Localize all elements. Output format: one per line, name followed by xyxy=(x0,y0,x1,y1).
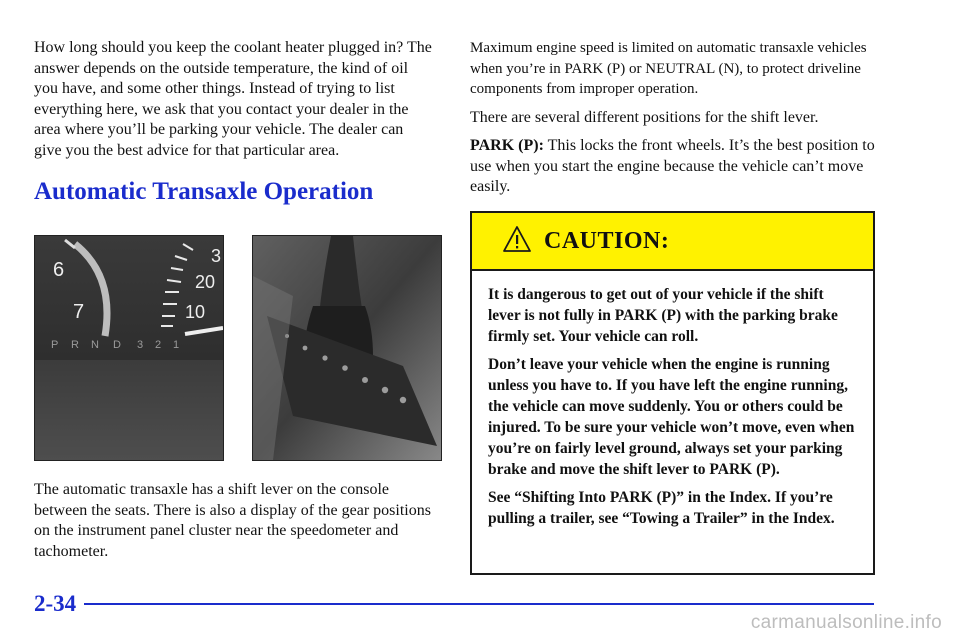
speedo-label-3: 3 xyxy=(211,246,222,266)
page-number: 2-34 xyxy=(34,591,77,616)
right-column xyxy=(470,38,880,198)
caution-paragraph-3: See “Shifting Into PARK (P)” in the Index. If you’re pulling a trailer, see “Towing a Trailer” in the Index. xyxy=(488,489,835,527)
site-watermark: carmanualsonline.info xyxy=(750,612,942,633)
coolant-heater-paragraph: How long should you keep the coolant heater plugged in? The answer depends on the outside temperature, the kind of oil you have, and some other things. Instead of trying to list everything here, we ask that you contact your dealer in the area where you’ll be parking your vehicle. The dealer can give you the best advice for that particular area. xyxy=(34,39,432,159)
gear-letter-2: 2 xyxy=(155,339,162,351)
section-heading: Automatic Transaxle Operation xyxy=(34,178,374,205)
gear-letter-d: D xyxy=(113,339,121,351)
left-bottom-column xyxy=(34,480,434,562)
footer-divider xyxy=(84,603,874,605)
shift-lever-photo xyxy=(252,235,442,461)
gear-letter-3: 3 xyxy=(137,339,144,351)
caution-header xyxy=(472,213,873,271)
caution-box xyxy=(470,211,875,575)
gear-letter-p: P xyxy=(51,339,59,351)
caution-title: CAUTION: xyxy=(544,227,670,254)
instrument-cluster-photo xyxy=(34,235,224,461)
gear-letter-r: R xyxy=(71,339,79,351)
warning-triangle-icon xyxy=(502,225,532,258)
speedo-label-20: 20 xyxy=(195,272,216,292)
gear-letter-1: 1 xyxy=(173,339,180,351)
speedo-label-10: 10 xyxy=(185,302,206,322)
caution-paragraph-1: It is dangerous to get out of your vehicle if the shift lever is not fully in PARK (P) with the parking brake firmly set. Your vehicle can roll. xyxy=(488,286,838,345)
caution-paragraph-2: Don’t leave your vehicle when the engine is running unless you have to. If you have left the engine running, the vehicle can move suddenly. You or others could be injured. To be sure your vehicle won’t move, even when you’re on fairly level ground, always set your parking brake and move the shift lever to PARK (P). xyxy=(488,356,855,478)
shift-positions-paragraph: There are several different positions for the shift lever. xyxy=(470,108,819,126)
photo-row xyxy=(34,235,442,459)
park-description: This locks the front wheels. It’s the best position to use when you start the engine because the vehicle can’t move easily. xyxy=(470,137,875,195)
left-column xyxy=(34,38,434,207)
gear-letter-n: N xyxy=(91,339,99,351)
tach-label-6: 6 xyxy=(53,259,65,281)
tach-label-7: 7 xyxy=(73,301,85,323)
park-label: PARK (P): xyxy=(470,137,544,154)
engine-speed-paragraph: Maximum engine speed is limited on automatic transaxle vehicles when you’re in PARK (P) or NEUTRAL (N), to protect driveline components from improper operation. xyxy=(470,40,867,97)
caution-body xyxy=(472,271,873,529)
transaxle-description-paragraph: The automatic transaxle has a shift lever on the console between the seats. There is also a display of the gear positions on the instrument panel cluster near the speedometer and tachometer. xyxy=(34,481,431,560)
park-paragraph xyxy=(470,136,880,198)
